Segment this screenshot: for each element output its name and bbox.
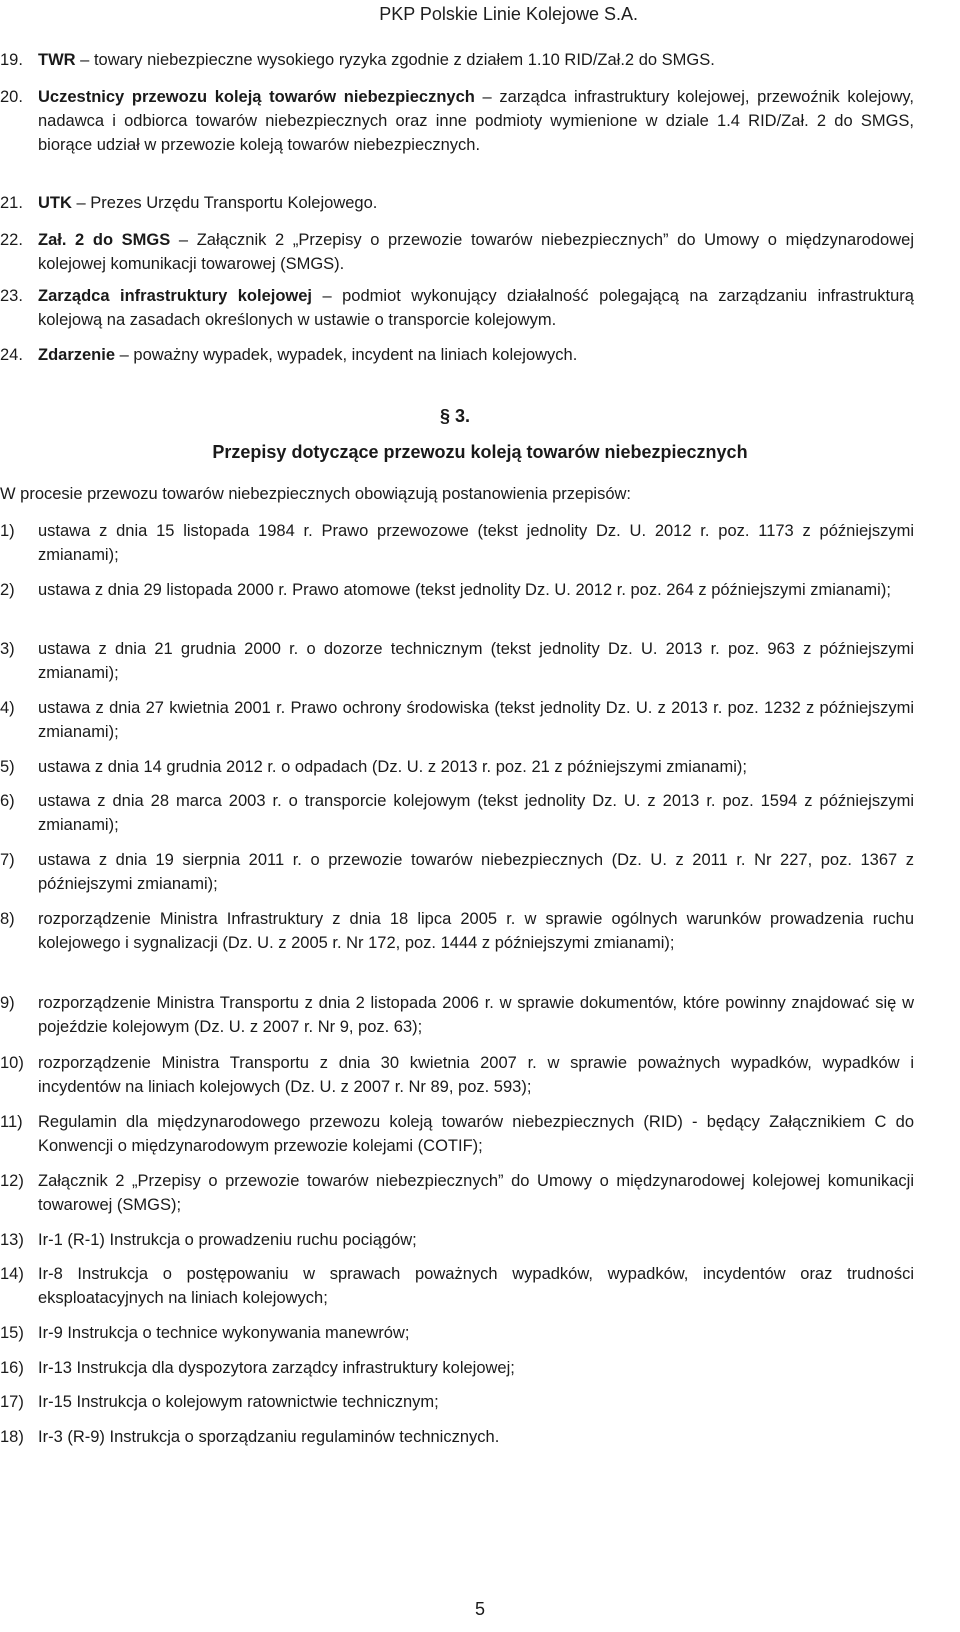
section-title: Przepisy dotyczące przewozu koleją towarów niebezpiecznych <box>212 442 748 462</box>
definition-dash: – <box>75 51 94 69</box>
list-item-number: 1) <box>0 522 15 540</box>
definition-number: 22. <box>0 231 23 249</box>
list-item-text: ustawa z dnia 15 listopada 1984 r. Prawo przewozowe (tekst jednolity Dz. U. 2012 r. poz. 1173 z późniejszymi zmianami); <box>38 522 914 564</box>
section-intro: W procesie przewozu towarów niebezpiecznych obowiązują postanowienia przepisów: <box>0 485 631 503</box>
definition-term: TWR <box>38 51 76 69</box>
definition-dash: – <box>312 287 343 305</box>
list-item-text: rozporządzenie Ministra Transportu z dnia 2 listopada 2006 r. w sprawie dokumentów, które powinny znajdować się w pojeździe kolejowym (Dz. U. z 2007 r. Nr 9, poz. 63); <box>38 994 914 1036</box>
list-item-number: 6) <box>0 792 15 810</box>
list-item-number: 2) <box>0 581 15 599</box>
definition-term: Zdarzenie <box>38 346 116 364</box>
definition-body: towary niebezpieczne wysokiego ryzyka zgodnie z działem 1.10 RID/Zał.2 do SMGS. <box>93 51 715 69</box>
definition-number: 20. <box>0 88 23 106</box>
list-item-text: Ir-3 (R-9) Instrukcja o sporządzaniu regulaminów technicznych. <box>38 1428 500 1446</box>
list-item-text: ustawa z dnia 28 marca 2003 r. o transporcie kolejowym (tekst jednolity Dz. U. z 2013 r. poz. 1594 z późniejszymi zmianami); <box>38 792 914 834</box>
list-item-text: Ir-13 Instrukcja dla dyspozytora zarządcy infrastruktury kolejowej; <box>38 1359 515 1377</box>
list-item-number: 17) <box>0 1393 24 1411</box>
definition-text <box>38 228 914 276</box>
list-item-number: 18) <box>0 1428 24 1446</box>
definition-body: podmiot wykonujący działalność polegającą na zarządzaniu infrastrukturą kolejową na zasadach określonych w ustawie o transporcie kolejowym. <box>38 287 914 329</box>
definition-text <box>38 343 914 367</box>
list-item-text: Ir-8 Instrukcja o postępowaniu w sprawach poważnych wypadków, wypadków, incydentów oraz trudności eksploatacyjnych na liniach kolejowych; <box>38 1265 914 1307</box>
list-item-number: 16) <box>0 1359 24 1377</box>
list-item-text: ustawa z dnia 19 sierpnia 2011 r. o przewozie towarów niebezpiecznych (Dz. U. z 2011 r. Nr 227, poz. 1367 z późniejszymi zmianami); <box>38 851 914 893</box>
list-item-text: ustawa z dnia 21 grudnia 2000 r. o dozorze technicznym (tekst jednolity Dz. U. 2013 r. poz. 963 z późniejszymi zmianami); <box>38 640 914 682</box>
definition-text <box>38 191 914 215</box>
list-item-number: 7) <box>0 851 15 869</box>
definition-dash: – <box>71 194 91 212</box>
definition-body: Załącznik 2 „Przepisy o przewozie towarów niebezpiecznych” do Umowy o międzynarodowej kolejowej komunikacji towarowej (SMGS). <box>38 231 914 273</box>
definition-text <box>38 284 914 332</box>
list-item-number: 9) <box>0 994 15 1012</box>
definition-dash: – <box>474 88 500 106</box>
list-item-text: Załącznik 2 „Przepisy o przewozie towarów niebezpiecznych” do Umowy o międzynarodowej kolejowej komunikacji towarowej (SMGS); <box>38 1172 914 1214</box>
definition-term: UTK <box>38 194 72 212</box>
definition-body: zarządca infrastruktury kolejowej, przewoźnik kolejowy, nadawca i odbiorca towarów niebezpiecznych oraz inne podmioty wymienione w dziale 1.4 RID/Zał. 2 do SMGS, biorące udział w przewozie koleją towarów niebezpiecznych. <box>38 88 914 154</box>
definition-dash: – <box>170 231 197 249</box>
definition-number: 19. <box>0 51 23 69</box>
list-item-text: Ir-1 (R-1) Instrukcja o prowadzeniu ruchu pociągów; <box>38 1231 417 1249</box>
list-item-number: 8) <box>0 910 15 928</box>
definition-term: Uczestnicy przewozu koleją towarów niebezpiecznych <box>38 88 475 106</box>
list-item-number: 4) <box>0 699 15 717</box>
list-item-number: 15) <box>0 1324 24 1342</box>
definition-number: 23. <box>0 287 23 305</box>
list-item-text: Ir-9 Instrukcja o technice wykonywania manewrów; <box>38 1324 410 1342</box>
definition-text <box>38 85 914 157</box>
list-item-number: 14) <box>0 1265 24 1283</box>
section-number: § 3. <box>440 406 471 426</box>
definition-body: Prezes Urzędu Transportu Kolejowego. <box>90 194 378 212</box>
list-item-text: ustawa z dnia 14 grudnia 2012 r. o odpadach (Dz. U. z 2013 r. poz. 21 z późniejszymi zmianami); <box>38 758 747 776</box>
list-item-number: 3) <box>0 640 15 658</box>
list-item-number: 12) <box>0 1172 24 1190</box>
list-item-text: ustawa z dnia 27 kwietnia 2001 r. Prawo ochrony środowiska (tekst jednolity Dz. U. z 2013 r. poz. 1232 z późniejszymi zmianami); <box>38 699 914 741</box>
list-item-number: 5) <box>0 758 15 776</box>
list-item-number: 11) <box>0 1113 23 1131</box>
definition-term: Zarządca infrastruktury kolejowej <box>38 287 313 305</box>
list-item-number: 10) <box>0 1054 24 1072</box>
definition-term: Zał. 2 do SMGS <box>38 231 171 249</box>
page-number: 5 <box>474 1599 485 1619</box>
list-item-number: 13) <box>0 1231 24 1249</box>
definition-text <box>38 48 914 72</box>
list-item-text: Regulamin dla międzynarodowego przewozu koleją towarów niebezpiecznych (RID) - będący Załącznikiem C do Konwencji o międzynarodowym przewozie kolejami (COTIF); <box>38 1113 914 1155</box>
page-header: PKP Polskie Linie Kolejowe S.A. <box>379 4 638 24</box>
list-item-text: ustawa z dnia 29 listopada 2000 r. Prawo atomowe (tekst jednolity Dz. U. 2012 r. poz. 264 z późniejszymi zmianami); <box>38 581 891 599</box>
list-item-text: Ir-15 Instrukcja o kolejowym ratownictwie technicznym; <box>38 1393 439 1411</box>
definition-body: poważny wypadek, wypadek, incydent na liniach kolejowych. <box>133 346 578 364</box>
definition-number: 21. <box>0 194 23 212</box>
definition-dash: – <box>115 346 134 364</box>
list-item-text: rozporządzenie Ministra Infrastruktury z dnia 18 lipca 2005 r. w sprawie ogólnych warunków prowadzenia ruchu kolejowego i sygnalizacji (Dz. U. z 2005 r. Nr 172, poz. 1444 z późniejszymi zmianami); <box>38 910 914 952</box>
list-item-text: rozporządzenie Ministra Transportu z dnia 30 kwietnia 2007 r. w sprawie poważnych wypadków, wypadków i incydentów na liniach kolejowych (Dz. U. z 2007 r. Nr 89, poz. 593); <box>38 1054 914 1096</box>
definition-number: 24. <box>0 346 23 364</box>
